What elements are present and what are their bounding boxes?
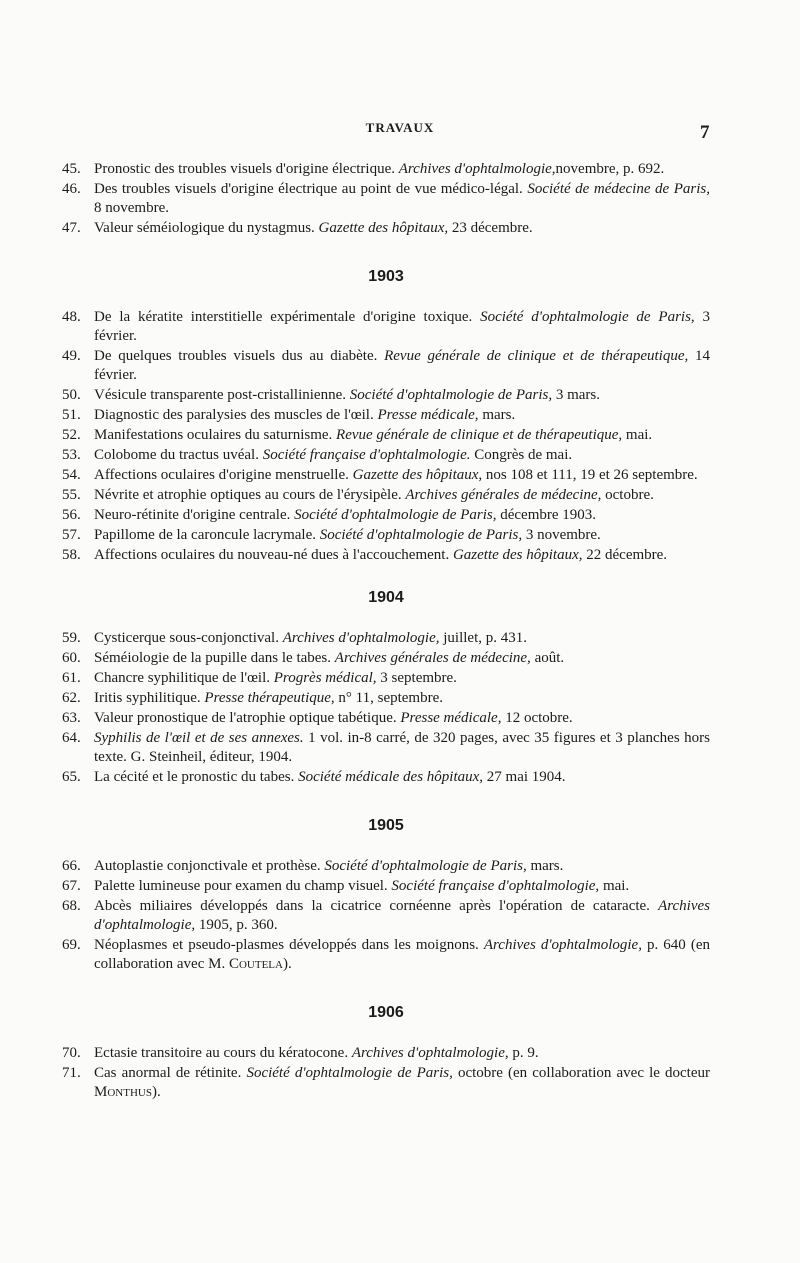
- list-item: [62, 897, 710, 935]
- list-item: [62, 669, 710, 688]
- entry-number: 65.: [62, 769, 81, 785]
- entry-number: 52.: [62, 427, 81, 443]
- list-item: [62, 486, 710, 505]
- entry-details: 14 février.: [94, 348, 710, 383]
- entry-number: 48.: [62, 309, 81, 325]
- list-item: [62, 936, 710, 974]
- entry-text: De la kératite interstitielle expérimentale d'origine toxique.: [94, 309, 481, 325]
- entry-number: 63.: [62, 710, 81, 726]
- entry-number: 58.: [62, 547, 81, 563]
- entry-details: octobre (en collaboration avec le docteur: [452, 1065, 710, 1081]
- entry-number: 68.: [62, 898, 81, 914]
- entry-source: Presse médicale,: [377, 407, 479, 423]
- list-item: [62, 709, 710, 728]
- entry-text: Manifestations oculaires du saturnisme.: [94, 427, 337, 443]
- entry-details: août.: [530, 650, 565, 666]
- entry-details: 8 novembre.: [94, 200, 169, 216]
- entry-details: 3 février.: [94, 309, 711, 344]
- entry-details: mai.: [599, 878, 630, 894]
- entry-number: 53.: [62, 447, 81, 463]
- entry-text: Cas anormal de rétinite.: [94, 1065, 247, 1081]
- entry-details: Congrès de mai.: [470, 447, 573, 463]
- entry-number: 49.: [62, 348, 81, 364]
- list-item: [62, 877, 710, 896]
- list-item: [62, 347, 710, 385]
- entry-details: 3 mars.: [552, 387, 601, 403]
- entry-source: Gazette des hôpitaux,: [318, 220, 449, 236]
- entry-details: juillet, p. 431.: [439, 630, 528, 646]
- list-item: [62, 506, 710, 525]
- entry-source: Société d'ophtalmologie de Paris,: [324, 858, 527, 874]
- entry-closing: ).: [282, 956, 292, 972]
- list-item: [62, 729, 710, 767]
- entry-source: Presse médicale,: [400, 710, 502, 726]
- entry-source: Archives d'ophtalmologie,: [398, 161, 556, 177]
- entry-source: Société française d'ophtalmologie,: [391, 878, 600, 894]
- entry-number: 55.: [62, 487, 81, 503]
- entry-details: n° 11, septembre.: [334, 690, 444, 706]
- entry-details: 22 décembre.: [582, 547, 668, 563]
- year-heading-1903: 1903: [368, 268, 404, 285]
- year-heading-1904: 1904: [368, 589, 404, 606]
- running-head: TRAVAUX: [365, 120, 435, 135]
- entry-number: 70.: [62, 1045, 81, 1061]
- list-item: [62, 446, 710, 465]
- entry-text: Valeur séméiologique du nystagmus.: [94, 220, 319, 236]
- list-item: [62, 180, 710, 218]
- entry-source: Progrès médical,: [273, 670, 377, 686]
- entry-details: 23 décembre.: [448, 220, 533, 236]
- list-item: [62, 426, 710, 445]
- entry-details: 12 octobre.: [501, 710, 573, 726]
- entry-number: 61.: [62, 670, 81, 686]
- entry-details: mai.: [622, 427, 653, 443]
- list-item: [62, 1064, 710, 1102]
- entry-text: Valeur pronostique de l'atrophie optique tabétique.: [94, 710, 401, 726]
- entry-text: Iritis syphilitique.: [94, 690, 205, 706]
- entry-source: Société d'ophtalmologie de Paris,: [349, 387, 553, 403]
- entry-source: Archives générales de médecine,: [334, 650, 531, 666]
- list-item: [62, 629, 710, 648]
- list-item: [62, 768, 710, 787]
- entry-text: Abcès miliaires développés dans la cicatrice cornéenne après l'opération de cataracte.: [94, 898, 659, 914]
- entry-source: Société d'ophtalmologie de Paris,: [480, 309, 695, 325]
- collaborator-name: Monthus: [94, 1084, 152, 1100]
- entry-source: Presse thérapeutique,: [204, 690, 335, 706]
- entry-source: Société de médecine de Paris,: [527, 181, 710, 197]
- entry-source: Gazette des hôpitaux,: [452, 547, 583, 563]
- entry-source: Archives d'ophtalmologie,: [282, 630, 440, 646]
- year-heading-1906: 1906: [368, 1004, 404, 1021]
- entry-number: 45.: [62, 161, 81, 177]
- entry-number: 54.: [62, 467, 81, 483]
- entry-source: Société d'ophtalmologie de Paris,: [294, 507, 497, 523]
- entry-number: 66.: [62, 858, 81, 874]
- entry-details: 1905, p. 360.: [195, 917, 278, 933]
- entry-text: Ectasie transitoire au cours du kératocone.: [94, 1045, 352, 1061]
- entry-text: Des troubles visuels d'origine électrique au point de vue médico-légal.: [94, 181, 528, 197]
- list-item: [62, 546, 710, 565]
- year-heading-1905: 1905: [368, 817, 404, 834]
- entry-number: 47.: [62, 220, 81, 236]
- entry-details: décembre 1903.: [496, 507, 597, 523]
- entry-text: Palette lumineuse pour examen du champ visuel.: [94, 878, 392, 894]
- list-item: [62, 219, 710, 238]
- entry-text: Diagnostic des paralysies des muscles de l'œil.: [94, 407, 378, 423]
- entry-details: nos 108 et 111, 19 et 26 septembre.: [482, 467, 698, 483]
- entry-closing: ).: [151, 1084, 161, 1100]
- entry-source: Archives d'ophtalmologie,: [351, 1045, 509, 1061]
- entry-number: 57.: [62, 527, 81, 543]
- entry-source: Société d'ophtalmologie de Paris,: [319, 527, 523, 543]
- list-item: [62, 649, 710, 668]
- entry-number: 60.: [62, 650, 81, 666]
- entry-source: Archives d'ophtalmologie,: [94, 898, 710, 933]
- list-item: [62, 160, 710, 179]
- list-item: [62, 689, 710, 708]
- entry-source: Revue générale de clinique et de thérapeutique,: [336, 427, 623, 443]
- entry-number: 62.: [62, 690, 81, 706]
- entry-details: 3 novembre.: [522, 527, 601, 543]
- entry-details: octobre.: [601, 487, 654, 503]
- entry-details: novembre, p. 692.: [555, 161, 665, 177]
- collaborator-name: Coutela: [228, 956, 283, 972]
- entry-text: La cécité et le pronostic du tabes.: [94, 769, 299, 785]
- entry-number: 69.: [62, 937, 81, 953]
- entry-text: De quelques troubles visuels dus au diabète.: [94, 348, 385, 364]
- entry-source: Archives générales de médecine,: [405, 487, 602, 503]
- entry-details: 27 mai 1904.: [483, 769, 566, 785]
- entry-text: Affections oculaires d'origine menstruelle.: [94, 467, 353, 483]
- entry-number: 59.: [62, 630, 81, 646]
- entry-number: 71.: [62, 1065, 81, 1081]
- entry-source: Société médicale des hôpitaux,: [298, 769, 484, 785]
- list-item: [62, 308, 710, 346]
- entry-text: Colobome du tractus uvéal.: [94, 447, 263, 463]
- list-item: [62, 526, 710, 545]
- entry-number: 46.: [62, 181, 81, 197]
- entry-source: Société française d'ophtalmologie.: [262, 447, 471, 463]
- list-item: [62, 386, 710, 405]
- entry-details: 1 vol. in-8 carré, de 320 pages, avec 35 figures et 3 planches hors texte. G. Steinheil, éditeur, 1904.: [94, 730, 710, 765]
- entry-source: Archives d'ophtalmologie,: [483, 937, 642, 953]
- entry-details: mars.: [526, 858, 564, 874]
- entry-text: Chancre syphilitique de l'œil.: [94, 670, 274, 686]
- entry-text: Néoplasmes et pseudo-plasmes développés dans les moignons.: [94, 937, 484, 953]
- entry-text: Vésicule transparente post-cristallinienne.: [94, 387, 350, 403]
- entry-text: Affections oculaires du nouveau-né dues à l'accouchement.: [94, 547, 453, 563]
- entry-details: mars.: [478, 407, 516, 423]
- list-item: [62, 1044, 710, 1063]
- entry-number: 64.: [62, 730, 81, 746]
- list-item: [62, 406, 710, 425]
- entry-number: 50.: [62, 387, 81, 403]
- bibliography-list: [62, 160, 710, 1103]
- entry-text: Séméiologie de la pupille dans le tabes.: [94, 650, 335, 666]
- entry-source: Gazette des hôpitaux,: [352, 467, 483, 483]
- entry-details: p. 640 (en collaboration avec M.: [94, 937, 711, 972]
- entry-text: Cysticerque sous-conjonctival.: [94, 630, 283, 646]
- entry-source: Syphilis de l'œil et de ses annexes.: [94, 730, 304, 746]
- entry-number: 67.: [62, 878, 81, 894]
- entry-text: Neuro-rétinite d'origine centrale.: [94, 507, 295, 523]
- page-number: 7: [700, 122, 710, 143]
- entry-details: p. 9.: [508, 1045, 539, 1061]
- entry-source: Revue générale de clinique et de thérapeutique,: [384, 348, 689, 364]
- entry-text: Névrite et atrophie optiques au cours de l'érysipèle.: [94, 487, 406, 503]
- entry-number: 56.: [62, 507, 81, 523]
- entry-details: 3 septembre.: [376, 670, 457, 686]
- list-item: [62, 857, 710, 876]
- entry-number: 51.: [62, 407, 81, 423]
- entry-text: Papillome de la caroncule lacrymale.: [94, 527, 320, 543]
- entry-text: Autoplastie conjonctivale et prothèse.: [94, 858, 325, 874]
- entry-text: Pronostic des troubles visuels d'origine électrique.: [94, 161, 399, 177]
- list-item: [62, 466, 710, 485]
- entry-source: Société d'ophtalmologie de Paris,: [246, 1065, 453, 1081]
